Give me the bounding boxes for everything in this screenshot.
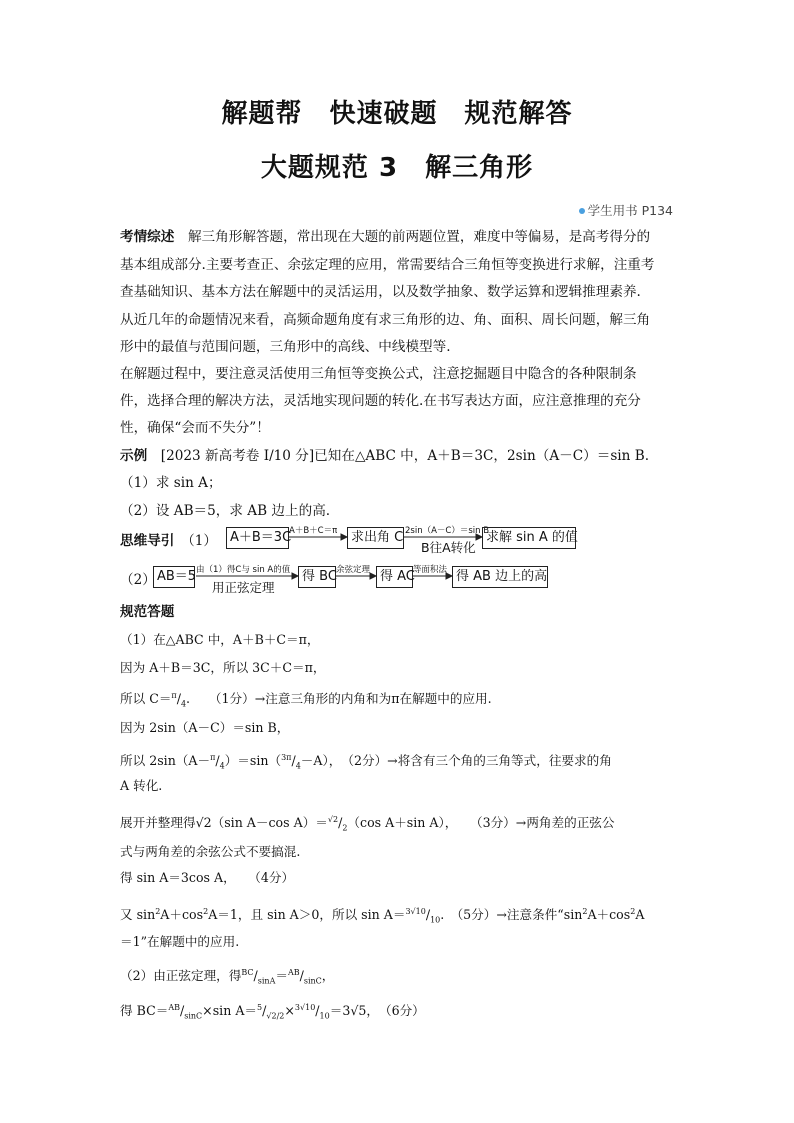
- overview-line-4: 从近几年的命题情况来看，高频命题角度有求三角形的边、角、面积、周长问题，解三角: [120, 312, 651, 328]
- flow-box-ab: AB＝5: [153, 566, 195, 588]
- overview-line-3: 查基础知识、基本方法在解题中的灵活运用，以及数学抽象、数学运算和逻辑推理素养.: [120, 284, 641, 300]
- solution-line-1: （1）在△ABC 中，A＋B＋C＝π，: [120, 632, 320, 647]
- solution-text: A: [635, 907, 645, 923]
- flow-box-given: A＋B＝3C: [226, 527, 289, 549]
- solution-text: A＋cos: [160, 907, 204, 923]
- superscript: 2: [203, 907, 209, 916]
- solution-line-4: 因为 2sin（A－C）＝sin B，: [120, 720, 290, 735]
- solution-text: 展开并整理得: [120, 815, 196, 831]
- solution-line-12: （2）由正弦定理，得$^{BC}/_{sinA}=^{AB}/_{sinC}$，: [120, 968, 335, 986]
- solution-text: －A）， （2分）→将含有三个角的三角等式，往要求的角: [300, 753, 612, 769]
- solution-line-8: 式与两角差的余弦公式不要搞混.: [120, 844, 301, 859]
- flow-label-condition: 2sin（A－C）＝sin B: [405, 526, 490, 536]
- sqrt-radicand: 5: [358, 1003, 367, 1019]
- sqrt-radicand: 2: [203, 815, 212, 831]
- fraction-denominator: 10: [430, 915, 441, 925]
- overview-line-8: 性，确保“会而不失分”！: [120, 420, 270, 436]
- guide-part-1-number: （1）: [187, 533, 218, 549]
- solution-line-11: ＝1”在解题中的应用.: [120, 934, 240, 949]
- flow-box-ac: 得 AC: [376, 566, 413, 588]
- solution-line-5: 所以 $2\sin(A-^\pi/_4)=\sin(^{3\pi}/_4-A)$， （2分）→将含有三个角的三角等式，往要求的角: [120, 753, 612, 771]
- solution-line-3: 所以 $C=^\pi/_4$. （1分）→注意三角形的内角和为π在解题中的应用.: [120, 691, 492, 709]
- flow-box-bc: 得 BC: [298, 566, 336, 588]
- book-reference-text: 学生用书 P134: [587, 203, 673, 218]
- flow-label-equal-area: 等面积法: [413, 565, 448, 575]
- solution-text: . （1分）→注意三角形的内角和为π在解题中的应用.: [186, 691, 492, 707]
- guide-row-2-label: （2）: [120, 572, 156, 588]
- solution-text: 所以 2sin（A－: [120, 753, 211, 769]
- solution-text: A＝1，且 sin A＞0，所以 sin A＝: [208, 907, 406, 923]
- example-text: [2023 新高考卷 Ⅰ/10 分]已知在△ABC 中，A＋B＝3C，2sin（A－C）＝sin B.: [160, 448, 650, 464]
- solution-line-7: 展开并整理得√2（sin A－cos $A)=^{√2}/_2(\cos$ A＋sin A）， （3分）→两角差的正弦公: [120, 815, 615, 833]
- solution-text: ， （6分）: [366, 1003, 425, 1019]
- fraction-numerator: √2: [327, 815, 339, 824]
- section-title: 大题规范 3 解三角形: [260, 153, 534, 183]
- solution-text: . （5分）→注意条件“sin: [440, 907, 583, 923]
- solution-text: ＝: [275, 968, 288, 984]
- flow-label-convert: B往A转化: [421, 540, 476, 555]
- example-question-2: （2）设 AB＝5，求 AB 边上的高.: [120, 503, 331, 519]
- solution-text: （cos A＋sin A）， （3分）→两角差的正弦公: [347, 815, 615, 831]
- flow-label-angle-sum: A＋B＋C＝π: [289, 526, 338, 536]
- fraction-denominator: 4: [180, 699, 187, 709]
- fraction-numerator: BC: [241, 968, 254, 977]
- fraction-denominator: 10: [319, 1011, 330, 1021]
- solution-text: （2）由正弦定理，得: [120, 968, 242, 984]
- solution-text: ×sin A＝: [202, 1003, 258, 1019]
- solution-text: ）＝sin（: [224, 753, 282, 769]
- overview-line-6: 在解题过程中，要注意灵活使用三角恒等变换公式，注意挖掘题目中隐含的各种限制条: [120, 366, 637, 382]
- solution-text: 得 BC＝: [120, 1003, 169, 1019]
- fraction-numerator: 3√10: [405, 907, 426, 916]
- example-question-1: （1）求 sin A；: [120, 475, 222, 491]
- page-title: 解题帮 快速破题 规范解答: [221, 99, 573, 129]
- fraction-numerator: 3π: [281, 753, 292, 762]
- solution-text: 所以 C＝: [120, 691, 172, 707]
- overview-line-7: 件，选择合理的解决方法，灵活地实现问题的转化.在书写表达方面，应注意推理的充分: [120, 393, 641, 409]
- fraction-denominator: sinA: [257, 976, 276, 986]
- solution-line-9: 得 sin A＝3cos A， （4分）: [120, 870, 295, 885]
- fraction-numerator: π: [210, 753, 216, 762]
- flow-label-from-part1: 由（1）得C与 sin A的值: [196, 565, 291, 575]
- solution-label: 规范答题: [120, 604, 175, 620]
- solution-line-13: 得 $BC=^{AB}/_{sinC}\times\sin$ $A=^5/_{√2/2}\times^{3√10}/_{10}=3√5$， （6分）: [120, 1003, 425, 1021]
- fraction-denominator: 4: [219, 761, 225, 771]
- solution-line-10: 又 $\sin^2A+\cos^2A=1$，且 sin A＞0，所以 $\sin A=^{3√10}/_{10}$. （5分）→注意条件“$\sin^2A+\cos^2A$: [120, 907, 645, 925]
- fraction-numerator: AB: [287, 968, 300, 977]
- fraction-numerator: π: [171, 691, 177, 700]
- overview-text: 解三角形解答题，常出现在大题的前两题位置，难度中等偏易，是高考得分的: [187, 229, 651, 245]
- fraction-numerator: 3√10: [294, 1003, 316, 1012]
- example-label: 示例: [120, 448, 148, 464]
- guide-label: 思维导引: [120, 533, 175, 549]
- fraction-denominator: sinC: [303, 976, 322, 986]
- solution-line-2: 因为 A＋B＝3C，所以 3C＋C＝π，: [120, 660, 326, 675]
- fraction-denominator: 4: [295, 761, 301, 771]
- superscript: 2: [582, 907, 588, 916]
- solution-text: ×: [284, 1003, 295, 1019]
- overview-label: 考情综述: [120, 229, 175, 245]
- solution-text: A＋cos: [587, 907, 631, 923]
- fraction-numerator: AB: [168, 1003, 180, 1012]
- solution-line-6: A 转化.: [120, 778, 163, 793]
- flow-box-sin-a: 求解 sin A 的值: [482, 527, 576, 549]
- overview-line-2: 基本组成部分.主要考查正、余弦定理的应用，常需要结合三角恒等变换进行求解，注重考: [120, 257, 655, 273]
- flow-box-find-c: 求出角 C: [347, 527, 404, 549]
- solution-text: 又 sin: [120, 907, 156, 923]
- fraction-denominator: √2/2: [266, 1011, 285, 1021]
- overview-line-5: 形中的最值与范围问题，三角形中的高线、中线模型等.: [120, 339, 451, 355]
- flow-label-law-of-sines: 用正弦定理: [212, 580, 275, 595]
- flow-label-law-of-cosines: 余弦定理: [336, 565, 371, 575]
- solution-text: ，: [321, 968, 335, 984]
- solution-text: （sin A－cos A）＝: [211, 815, 328, 831]
- superscript: 2: [155, 907, 161, 916]
- solution-text: ＝3: [329, 1003, 351, 1019]
- superscript: 2: [630, 907, 636, 916]
- fraction-denominator: 2: [342, 823, 348, 833]
- fraction-numerator: 5: [257, 1003, 263, 1012]
- flow-box-height: 得 AB 边上的高: [452, 566, 548, 588]
- fraction-denominator: sinC: [184, 1011, 203, 1021]
